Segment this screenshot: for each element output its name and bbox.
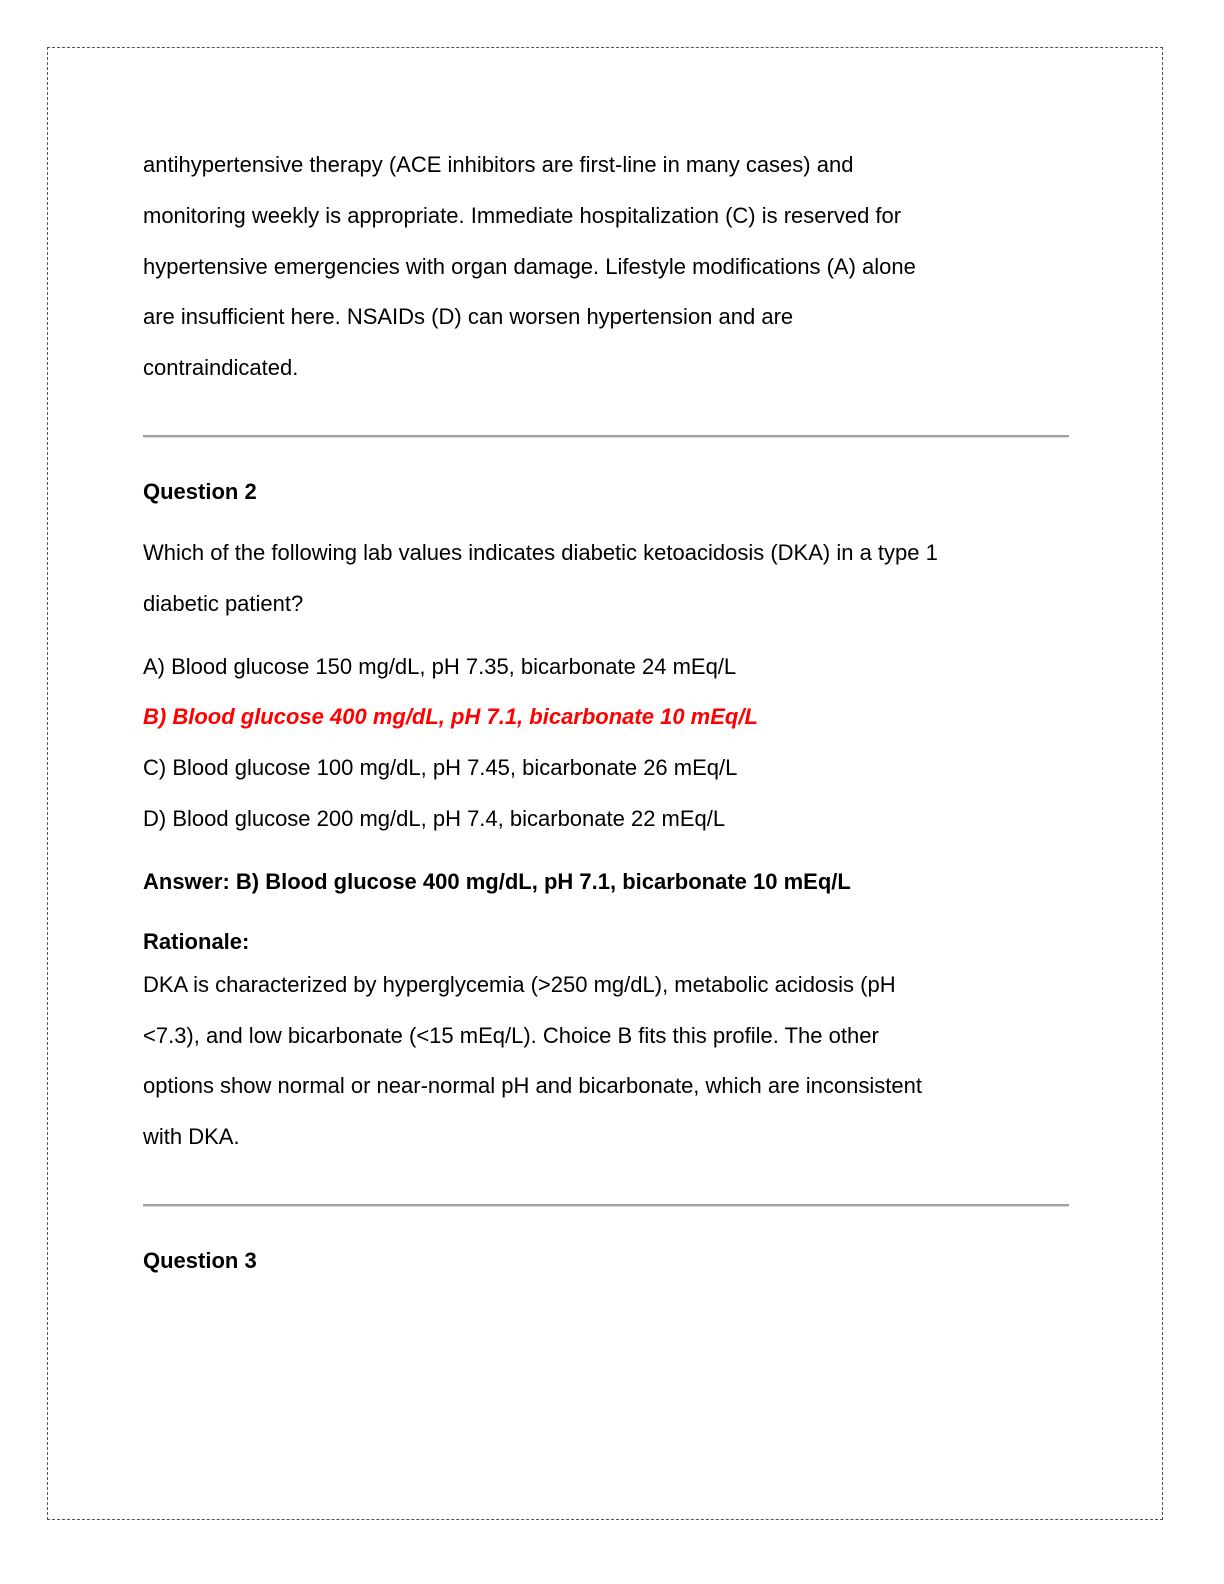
document-content: [143, 140, 1073, 1275]
rationale-line: with DKA.: [143, 1124, 240, 1150]
question-2-stem: [143, 528, 1073, 630]
horizontal-divider: [143, 435, 1069, 438]
option-a: A) Blood glucose 150 mg/dL, pH 7.35, bicarbonate 24 mEq/L: [143, 653, 737, 679]
answer-line: Answer: B) Blood glucose 400 mg/dL, pH 7.1, bicarbonate 10 mEq/L: [143, 868, 851, 894]
previous-rationale: [143, 140, 1073, 394]
paragraph-line: hypertensive emergencies with organ damage. Lifestyle modifications (A) alone: [143, 253, 916, 279]
paragraph-line: monitoring weekly is appropriate. Immediate hospitalization (C) is reserved for: [143, 202, 902, 228]
question-stem-line: Which of the following lab values indicates diabetic ketoacidosis (DKA) in a type 1: [143, 539, 938, 565]
question-3-heading: Question 3: [143, 1247, 257, 1273]
rationale-line: options show normal or near-normal pH and bicarbonate, which are inconsistent: [143, 1073, 922, 1099]
paragraph-line: antihypertensive therapy (ACE inhibitors are first-line in many cases) and: [143, 152, 854, 177]
rationale-text: [143, 960, 1073, 1163]
option-b-correct: B) Blood glucose 400 mg/dL, pH 7.1, bicarbonate 10 mEq/L: [143, 704, 758, 730]
rationale-line: DKA is characterized by hyperglycemia (>250 mg/dL), metabolic acidosis (pH: [143, 971, 896, 997]
rationale-line: <7.3), and low bicarbonate (<15 mEq/L). Choice B fits this profile. The other: [143, 1022, 879, 1048]
option-c: C) Blood glucose 100 mg/dL, pH 7.45, bicarbonate 26 mEq/L: [143, 755, 738, 781]
paragraph-line: contraindicated.: [143, 355, 299, 381]
answer-options: [143, 642, 1073, 845]
question-stem-line: diabetic patient?: [143, 590, 304, 616]
question-2-heading: Question 2: [143, 478, 257, 504]
rationale-label: Rationale:: [143, 928, 250, 954]
horizontal-divider: [143, 1204, 1069, 1207]
option-d: D) Blood glucose 200 mg/dL, pH 7.4, bicarbonate 22 mEq/L: [143, 805, 726, 831]
paragraph-line: are insufficient here. NSAIDs (D) can worsen hypertension and are: [143, 304, 794, 330]
